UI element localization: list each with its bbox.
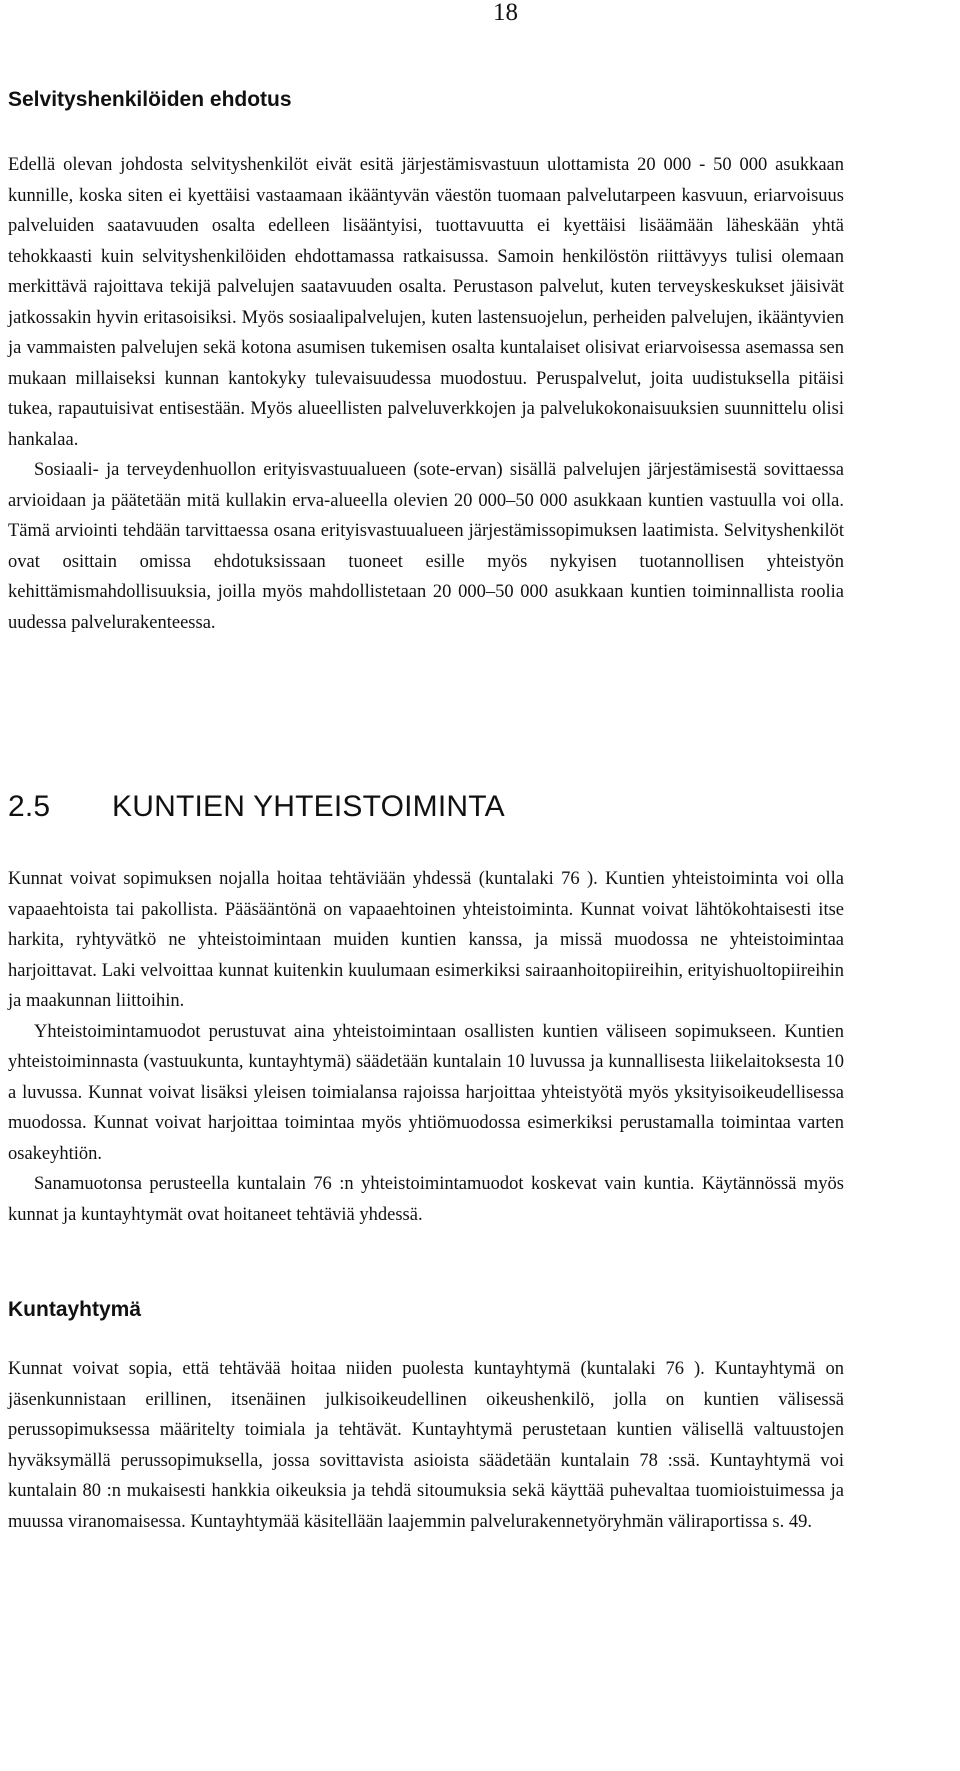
- paragraph: Edellä olevan johdosta selvityshenkilöt eivät esitä järjestämisvastuun ulottamista 20 000 - 50 000 asukkaan kunnille, koska siten ei kyettäisi vastaamaan ikääntyvän väestön tuomaan palvelutarpeen kasvuun, eriarvoisuus palveluiden saatavuuden osalta edelleen lisääntyisi, tuottavuutta ei kyettäisi lisäämään läheskään yhtä tehokkaasti kuin selvityshenkilöiden ehdottamassa ratkaisussa. Samoin henkilöstön riittävyys tulisi olemaan merkittävä rajoittava tekijä palvelujen saatavuuden osalta. Perustason palvelut, kuten terveyskeskukset jäisivät jatkossakin hyvin eritasoisiksi. Myös sosiaalipalvelujen, kuten lastensuojelun, perheiden palvelujen, ikääntyvien ja vammaisten palvelujen sekä kotona asumisen tukemisen osalta kuntalaiset olisivat eriarvoisessa asemassa sen mukaan millaiseksi kunnan kantokyky tulevaisuudessa muodostuu. Peruspalvelut, joita uudistuksella pitäisi tukea, rapautuisivat entisestään. Myös alueellisten palveluverkkojen ja palvelukokonaisuuksien suunnittelu olisi hankalaa.: [8, 155, 844, 450]
- page-number: 18: [493, 0, 518, 26]
- paragraph: Sosiaali- ja terveydenhuollon erityisvastuualueen (sote-ervan) sisällä palvelujen järjestämisestä sovittaessa arvioidaan ja päätetään mitä kullakin erva-alueella olevien 20 000–50 000 asukkaan kuntien vastuulla voi olla. Tämä arviointi tehdään tarvittaessa osana erityisvastuualueen järjestämissopimuksen laatimista. Selvityshenkilöt ovat osittain omissa ehdotuksissaan tuoneet esille myös nykyisen tuotannollisen yhteistyön kehittämismahdollisuuksia, joilla myös mahdollistetaan 20 000–50 000 asukkaan kuntien toiminnallista roolia uudessa palvelurakenteessa.: [8, 460, 844, 633]
- paragraph: Kunnat voivat sopia, että tehtävää hoitaa niiden puolesta kuntayhtymä (kuntalaki 76 ). Kuntayhtymä on jäsenkunnistaan erillinen, itsenäinen julkisoikeudellinen oikeushenkilö, jolla on kuntien välisessä perussopimuksessa määritelty toimiala ja tehtävät. Kuntayhtymä perustetaan kuntien välisellä valtuustojen hyväksymällä perussopimuksella, jossa sovittavista asioista säädetään kuntalain 78 :ssä. Kuntayhtymä voi kuntalain 80 :n mukaisesti hankkia oikeuksia ja tehdä sitoumuksia sekä käyttää puhevaltaa tuomioistuimessa ja muussa viranomaisessa. Kuntayhtymää käsitellään laajemmin palvelurakennetyöryhmän väliraportissa s. 49.: [8, 1359, 844, 1532]
- chapter-title: KUNTIEN YHTEISTOIMINTA: [112, 790, 505, 823]
- section-selvityshenkiloiden-ehdotus: [8, 88, 844, 638]
- section-kuntayhtyma: [8, 1298, 844, 1537]
- section-heading: Selvityshenkilöiden ehdotus: [8, 88, 292, 111]
- chapter-heading: [8, 790, 844, 824]
- paragraph: Kunnat voivat sopimuksen nojalla hoitaa tehtäviään yhdessä (kuntalaki 76 ). Kuntien yhteistoiminta voi olla vapaaehtoista tai pakollista. Pääsääntönä on vapaaehtoinen yhteistoiminta. Kunnat voivat lähtökohtaisesti itse harkita, ryhtyvätkö ne yhteistoimintaan muiden kuntien kanssa, ja missä muodossa ne yhteistoimintaa harjoittavat. Laki velvoittaa kunnat kuitenkin kuulumaan esimerkiksi sairaanhoitopiireihin, erityishuoltopiireihin ja maakunnan liittoihin.: [8, 869, 844, 1011]
- chapter-number: 2.5: [8, 790, 51, 823]
- section-heading: Kuntayhtymä: [8, 1298, 142, 1321]
- section-kuntien-yhteistoiminta: [8, 790, 844, 1230]
- paragraph: Sanamuotonsa perusteella kuntalain 76 :n yhteistoimintamuodot koskevat vain kuntia. Käytännössä myös kunnat ja kuntayhtymät ovat hoitaneet tehtäviä yhdessä.: [8, 1174, 844, 1225]
- paragraph: Yhteistoimintamuodot perustuvat aina yhteistoimintaan osallisten kuntien väliseen sopimukseen. Kuntien yhteistoiminnasta (vastuukunta, kuntayhtymä) säädetään kuntalain 10 luvussa ja kunnallisesta liikelaitoksesta 10 a luvussa. Kunnat voivat lisäksi yleisen toimialansa rajoissa harjoittaa yhteistyötä myös yksityisoikeudellisessa muodossa. Kunnat voivat harjoittaa toimintaa myös yhtiömuodossa esimerkiksi perustamalla toimintaa varten osakeyhtiön.: [8, 1021, 844, 1164]
